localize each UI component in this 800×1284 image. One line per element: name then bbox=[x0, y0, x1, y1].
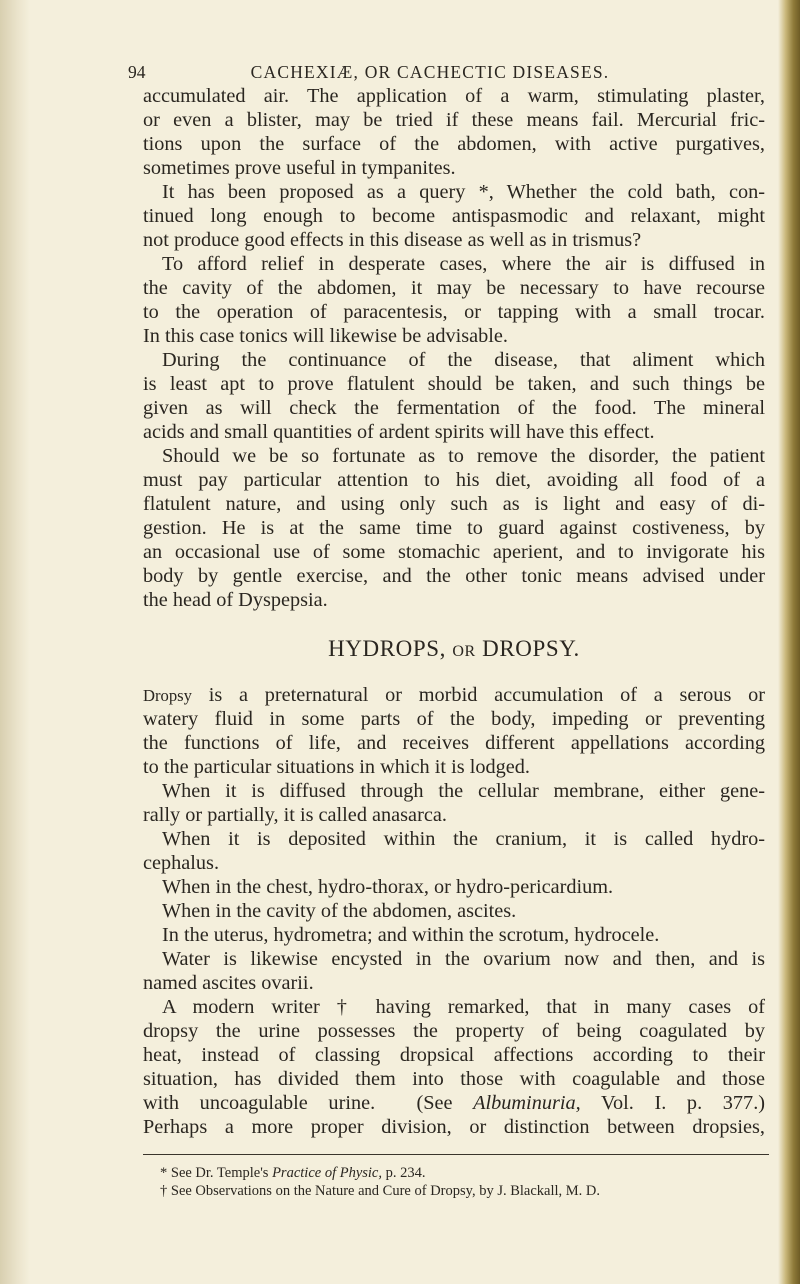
text-line: When in the cavity of the abdomen, ascites. bbox=[162, 900, 517, 922]
text-line: A modern writer † having remarked, that in many cases of bbox=[162, 996, 765, 1018]
text-line: named ascites ovarii. bbox=[143, 972, 314, 994]
text-line: watery fluid in some parts of the body, impeding or preventing bbox=[143, 708, 765, 730]
text-line: When in the chest, hydro-thorax, or hydro-pericardium. bbox=[162, 876, 614, 898]
footnote-1 bbox=[160, 1164, 426, 1182]
text-line: rally or partially, it is called anasarca. bbox=[143, 804, 447, 826]
text-line: sometimes prove useful in tympanites. bbox=[143, 157, 456, 179]
text-line: to the operation of paracentesis, or tapping with a small trocar. bbox=[143, 301, 765, 323]
heading-main-2: DROPSY. bbox=[482, 636, 580, 661]
text-line: heat, instead of classing dropsical affections according to their bbox=[143, 1044, 765, 1066]
footnote-1-lead: * See Dr. Temple's bbox=[160, 1165, 273, 1181]
text-line: When it is diffused through the cellular membrane, either gene- bbox=[162, 780, 765, 802]
section-heading bbox=[143, 636, 765, 662]
text-line: body by gentle exercise, and the other tonic means advised under bbox=[143, 565, 765, 587]
text-line: is least apt to prove flatulent should be taken, and such things be bbox=[143, 373, 765, 395]
ref-open: (See bbox=[416, 1092, 474, 1114]
dropcap-word: Dropsy bbox=[143, 686, 192, 705]
footnote-1-italic: Practice of Physic, bbox=[272, 1165, 382, 1181]
text-line: tinued long enough to become antispasmodic and relaxant, might bbox=[143, 205, 765, 227]
ref-close: Vol. I. p. 377.) bbox=[580, 1092, 766, 1114]
text-segment: with uncoagulable urine. bbox=[143, 1092, 376, 1114]
text-line: When it is deposited within the cranium, it is called hydro- bbox=[162, 828, 765, 850]
text-line: or even a blister, may be tried if these means fail. Mercurial fric- bbox=[143, 109, 765, 131]
footnote-1-tail: p. 234. bbox=[382, 1165, 426, 1181]
text-line: acids and small quantities of ardent spirits will have this effect. bbox=[143, 421, 655, 443]
text-line: Should we be so fortunate as to remove the disorder, the patient bbox=[162, 445, 765, 467]
text-line: tions upon the surface of the abdomen, with active purgatives, bbox=[143, 133, 765, 155]
text-line: In the uterus, hydrometra; and within the scrotum, hydrocele. bbox=[162, 924, 660, 946]
ref-italic: Albuminuria, bbox=[473, 1092, 581, 1114]
heading-main-1: HYDROPS, bbox=[328, 636, 446, 661]
text-line: It has been proposed as a query *, Whether the cold bath, con- bbox=[162, 181, 765, 203]
text-line-with-reference bbox=[143, 1091, 765, 1115]
footnote-rule bbox=[143, 1154, 769, 1155]
text-line: must pay particular attention to his diet, avoiding all food of a bbox=[143, 469, 765, 491]
text-line: gestion. He is at the same time to guard against costiveness, by bbox=[143, 517, 765, 539]
text-line: Perhaps a more proper division, or distinction between dropsies, bbox=[143, 1116, 765, 1138]
text-line: the functions of life, and receives different appellations according bbox=[143, 732, 765, 754]
text-line: an occasional use of some stomachic aperient, and to invigorate his bbox=[143, 541, 765, 563]
text-line: To afford relief in desperate cases, where the air is diffused in bbox=[162, 253, 765, 275]
text-line: situation, has divided them into those with coagulable and those bbox=[143, 1068, 765, 1090]
text-line: to the particular situations in which it is lodged. bbox=[143, 756, 530, 778]
footnote-2: † See Observations on the Nature and Cure of Dropsy, by J. Blackall, M. D. bbox=[160, 1183, 601, 1199]
running-title: CACHEXIÆ, OR CACHECTIC DISEASES. bbox=[250, 62, 610, 82]
text-line-first bbox=[143, 683, 765, 708]
text-line: flatulent nature, and using only such as is light and easy of di- bbox=[143, 493, 765, 515]
text-line: accumulated air. The application of a warm, stimulating plaster, bbox=[143, 85, 765, 107]
text-line: given as will check the fermentation of the food. The mineral bbox=[143, 397, 765, 419]
first-line-rest: is a preternatural or morbid accumulation of a serous or bbox=[191, 684, 765, 706]
page-number: 94 bbox=[128, 62, 146, 82]
text-line: not produce good effects in this disease as well as in trismus? bbox=[143, 229, 642, 251]
heading-connector: OR bbox=[452, 643, 476, 660]
text-line: Water is likewise encysted in the ovarium now and then, and is bbox=[162, 948, 765, 970]
text-line: the cavity of the abdomen, it may be necessary to have recourse bbox=[143, 277, 765, 299]
text-line: In this case tonics will likewise be advisable. bbox=[143, 325, 508, 347]
text-line: cephalus. bbox=[143, 852, 220, 874]
text-line: During the continuance of the disease, that aliment which bbox=[162, 349, 765, 371]
text-line: the head of Dyspepsia. bbox=[143, 589, 328, 611]
text-line: dropsy the urine possesses the property of being coagulated by bbox=[143, 1020, 765, 1042]
